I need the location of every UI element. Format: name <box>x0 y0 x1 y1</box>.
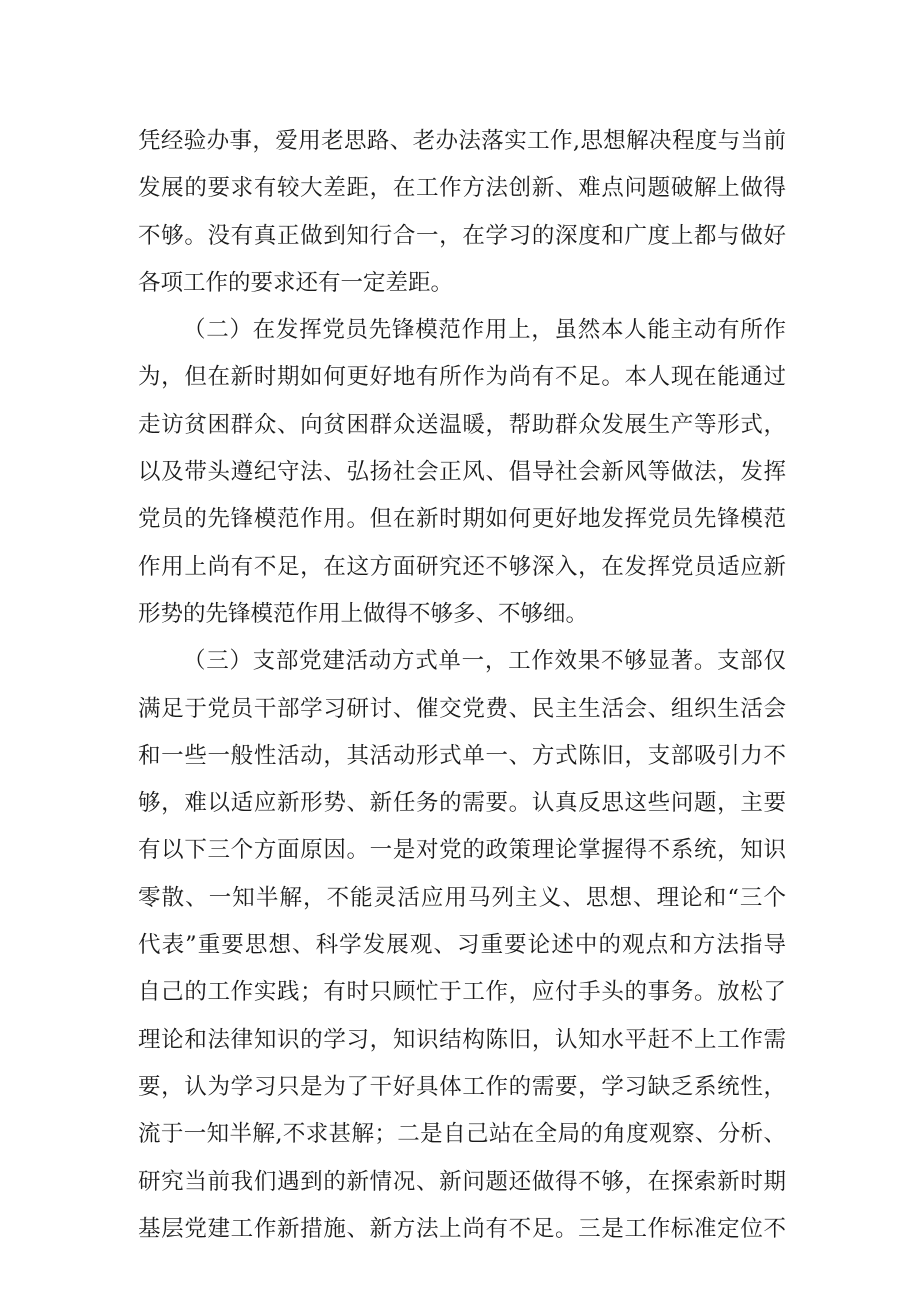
text-line: 研究当前我们遇到的新情况、新问题还做得不够，在探索新时期 <box>138 1168 786 1195</box>
paragraph-start-line: （三）支部党建活动方式单一，工作效果不够显著。支部仅 <box>183 648 786 675</box>
text-line: 流于一知半解,不求甚解；二是自己站在全局的角度观察、分析、 <box>138 1121 786 1148</box>
body-text <box>138 118 786 1253</box>
text-line: 有以下三个方面原因。一是对党的政策理论掌握得不系统，知识 <box>138 837 786 864</box>
text-line: 形势的先锋模范作用上做得不够多、不够细。 <box>138 600 589 627</box>
text-line: 代表”重要思想、科学发展观、习重要论述中的观点和方法指导 <box>138 932 786 959</box>
text-line: 发展的要求有较大差距，在工作方法创新、难点问题破解上做得 <box>138 175 786 202</box>
text-line: 自己的工作实践；有时只顾忙于工作，应付手头的事务。放松了 <box>138 979 786 1006</box>
text-line: 作用上尚有不足，在这方面研究还不够深入，在发挥党员适应新 <box>138 553 786 580</box>
text-line: 理论和法律知识的学习，知识结构陈旧，认知水平赶不上工作需 <box>138 1026 786 1053</box>
text-line: 党员的先锋模范作用。但在新时期如何更好地发挥党员先锋模范 <box>138 506 786 533</box>
text-line: 够，难以适应新形势、新任务的需要。认真反思这些问题，主要 <box>138 790 786 817</box>
text-line: 走访贫困群众、向贫困群众送温暖，帮助群众发展生产等形式， <box>138 411 786 438</box>
text-line: 不够。没有真正做到知行合一，在学习的深度和广度上都与做好 <box>138 222 786 249</box>
text-line: 凭经验办事，爱用老思路、老办法落实工作,思想解决程度与当前 <box>138 128 786 154</box>
text-line: 各项工作的要求还有一定差距。 <box>138 269 454 296</box>
text-line: 满足于党员干部学习研讨、催交党费、民主生活会、组织生活会 <box>138 695 786 722</box>
text-line: 以及带头遵纪守法、弘扬社会正风、倡导社会新风等做法，发挥 <box>138 459 786 486</box>
text-line: 为，但在新时期如何更好地有所作为尚有不足。本人现在能通过 <box>138 364 786 391</box>
paragraph-start-line: （二）在发挥党员先锋模范作用上，虽然本人能主动有所作 <box>183 317 786 344</box>
text-line: 基层党建工作新措施、新方法上尚有不足。三是工作标准定位不 <box>138 1215 786 1242</box>
text-line: 零散、一知半解，不能灵活应用马列主义、思想、理论和“三个 <box>138 884 786 911</box>
text-line: 和一些一般性活动，其活动形式单一、方式陈旧，支部吸引力不 <box>138 742 786 769</box>
text-line: 要，认为学习只是为了干好具体工作的需要，学习缺乏系统性， <box>138 1073 786 1100</box>
